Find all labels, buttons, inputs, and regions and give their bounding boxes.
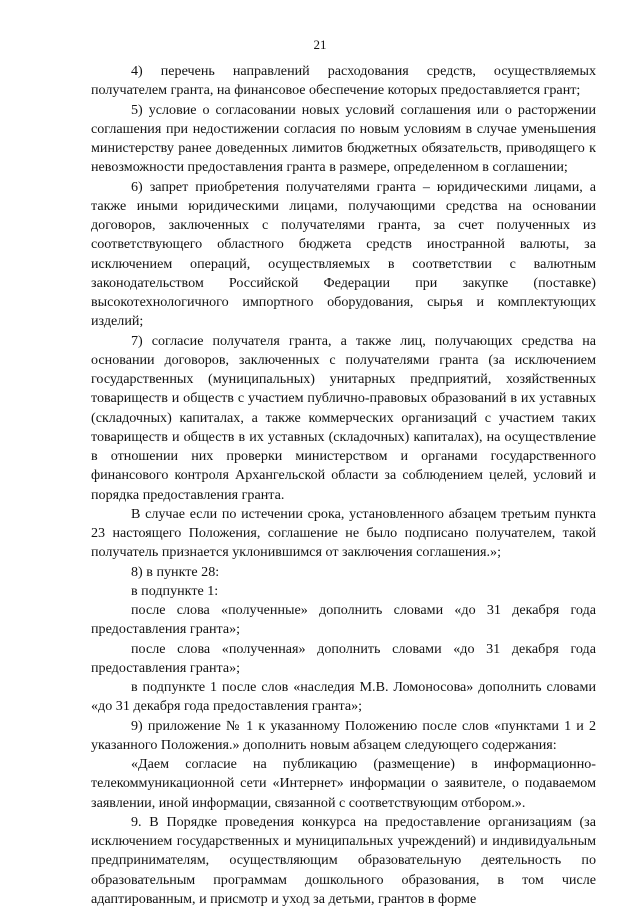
paragraph-consent-text: «Даем согласие на публикацию (размещение) в информационно-телекоммуникационной сети «Интернет» информации о заявителе, о подаваемом заявлении, иной информации, связанной с соответствующим отбором.». [91,756,596,811]
paragraph-refusal-clause: В случае если по истечении срока, установленного абзацем третьим пункта 23 настоящего Положения, соглашение не было подписано получателем, такой получатель признается уклонившимся от заключения соглашения.»; [91,505,596,561]
paragraph-item-6: 6) запрет приобретения получателями гранта – юридическими лицами, а также иными юридическими лицами, получающими средства на основании договоров, заключенных с получателями гранта, за счет полученных из соответствующего областного бюджета средств иностранной валюты, за исключением операций, осуществляемых в соответствии с валютным законодательством Российской Федерации при закупке (поставке) высокотехнологичного импортного оборудования, сырья и комплектующих изделий; [91,178,596,330]
paragraph-amendment-received-fem: после слова «полученная» дополнить словами «до 31 декабря года предоставления гранта»; [91,640,596,676]
page-number: 21 [313,37,327,52]
paragraph-section-9: 9. В Порядке проведения конкурса на предоставление организациям (за исключением государственных и муниципальных учреждений) и индивидуальным предпринимателям, осуществляющим образовательную деятельность по образовательным программам дошкольного образования, в том числе адаптированным, и присмотр и уход за детьми, грантов в форме [91,813,596,907]
paragraph-subitem-1: в подпункте 1: [131,582,219,599]
paragraph-amendment-received: после слова «полученные» дополнить словами «до 31 декабря года предоставления гранта»; [91,602,596,638]
paragraph-item-5: 5) условие о согласовании новых условий соглашения или о расторжении соглашения при недостижении согласия по новым условиям в случае уменьшения министерству ранее доведенных лимитов бюджетных обязательств, приводящего к невозможности предоставления гранта в размере, определенном в соглашении; [91,101,596,176]
paragraph-item-4: 4) перечень направлений расходования средств, осуществляемых получателем гранта, на финансовое обеспечение которых предоставляется грант; [91,63,596,99]
paragraph-item-7: 7) согласие получателя гранта, а также лиц, получающих средства на основании договоров, заключенных с получателями гранта (за исключением государственных (муниципальных) унитарных предприятий, хозяйственных товариществ и обществ с участием публично-правовых образований в их уставных (складочных) капиталах, а также коммерческих организаций с участием таких товариществ и обществ в их уставных (складочных) капиталах), на осуществление в отношении них проверки министерством и органами государственного финансового контроля Архангельской области за соблюдением целей, условий и порядка предоставления гранта. [91,332,596,503]
paragraph-item-8: 8) в пункте 28: [131,563,220,580]
paragraph-amendment-lomonosov: в подпункте 1 после слов «наследия М.В. Ломоносова» дополнить словами «до 31 декабря года предоставления гранта»; [91,679,596,715]
paragraph-item-9: 9) приложение № 1 к указанному Положению после слов «пунктами 1 и 2 указанного Положения.» дополнить новым абзацем следующего содержания: [91,717,596,753]
document-body [91,62,596,909]
